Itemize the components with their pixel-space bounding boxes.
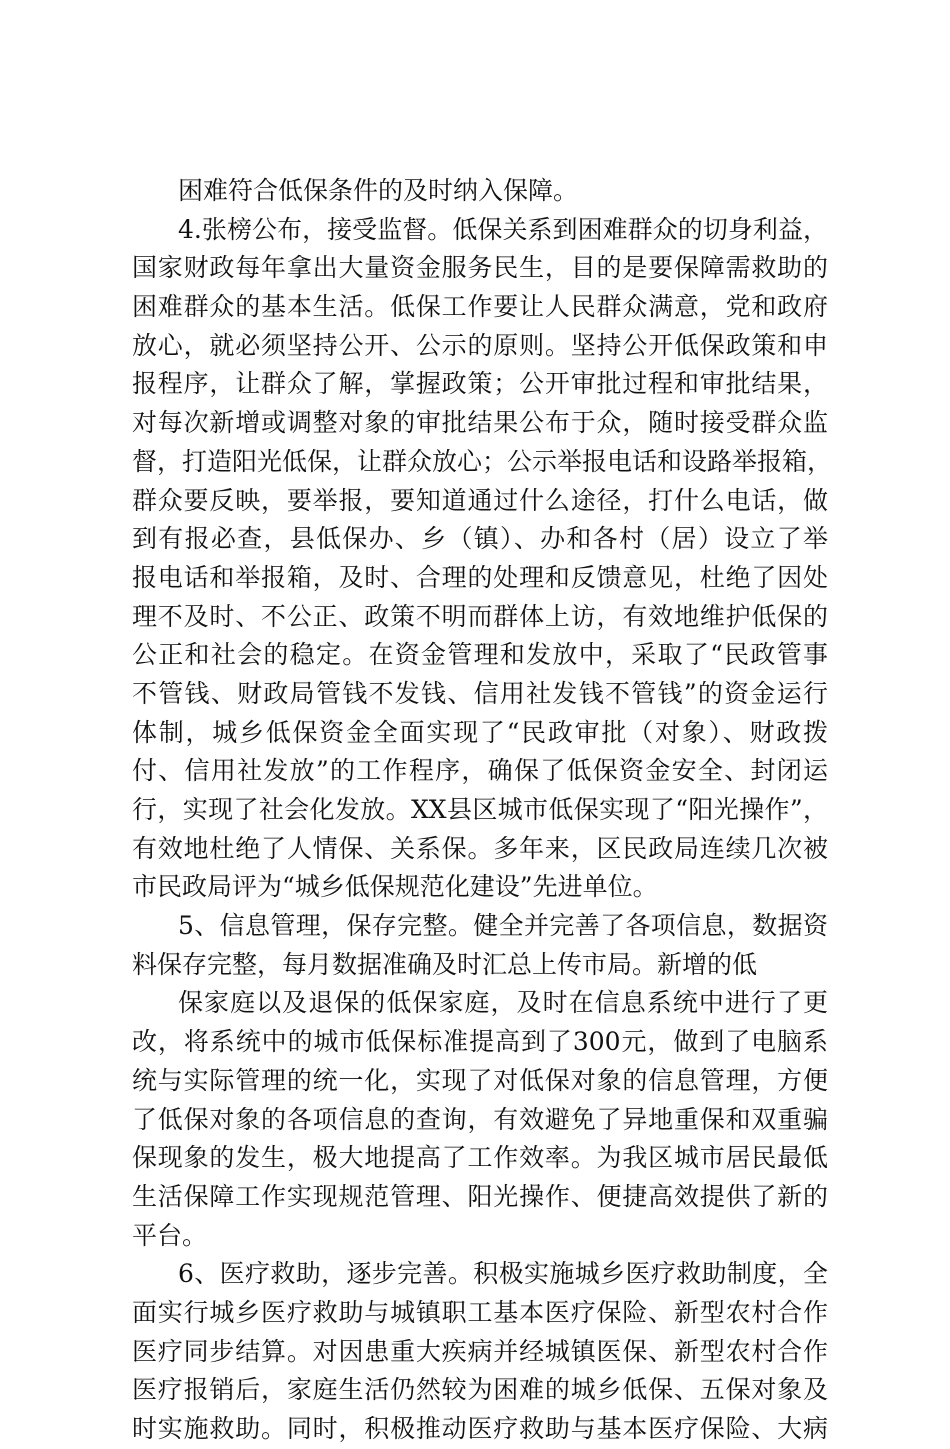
- text-line: 群众要反映，要举报，要知道通过什么途径，打什么电话，做: [132, 485, 828, 515]
- text-line: 保现象的发生，极大地提高了工作效率。为我区城市居民最低: [132, 1143, 828, 1173]
- text-line: 6、医疗救助，逐步完善。积极实施城乡医疗救助制度，全: [178, 1259, 828, 1289]
- text-line: 料保存完整，每月数据准确及时汇总上传市局。新增的低: [132, 949, 758, 979]
- text-line: 统与实际管理的统一化，实现了对低保对象的信息管理，方便: [132, 1065, 828, 1095]
- text-line: 有效地杜绝了人情保、关系保。多年来，区民政局连续几次被: [132, 833, 828, 863]
- text-line: 了低保对象的各项信息的查询，有效避免了异地重保和双重骗: [132, 1104, 828, 1134]
- text-line: 到有报必查，县低保办、乡（镇）、办和各村（居）设立了举: [132, 524, 828, 554]
- document-body: [132, 172, 833, 1449]
- text-line: 医疗报销后，家庭生活仍然较为困难的城乡低保、五保对象及: [132, 1375, 828, 1405]
- text-line: 困难符合低保条件的及时纳入保障。: [178, 176, 579, 205]
- text-line: 平台。: [132, 1220, 208, 1250]
- text-line: 不管钱、财政局管钱不发钱、信用社发钱不管钱”的资金运行: [132, 678, 828, 708]
- text-line: 理不及时、不公正、政策不明而群体上访，有效地维护低保的: [132, 601, 828, 631]
- text-line: 国家财政每年拿出大量资金服务民生，目的是要保障需救助的: [132, 253, 828, 283]
- text-line: 保家庭以及退保的低保家庭，及时在信息系统中进行了更: [178, 988, 828, 1018]
- text-line: 体制，城乡低保资金全面实现了“民政审批（对象）、财政拨: [132, 717, 828, 747]
- text-line: 改，将系统中的城市低保标准提高到了300元，做到了电脑系: [132, 1027, 828, 1057]
- text-line: 面实行城乡医疗救助与城镇职工基本医疗保险、新型农村合作: [132, 1297, 828, 1327]
- text-line: 行，实现了社会化发放。XX县区城市低保实现了“阳光操作”，: [132, 795, 828, 824]
- text-line: 督，打造阳光低保，让群众放心；公示举报电话和设路举报箱，: [132, 446, 833, 476]
- text-line: 生活保障工作实现规范管理、阳光操作、便捷高效提供了新的: [132, 1181, 828, 1211]
- text-line: 困难群众的基本生活。低保工作要让人民群众满意，党和政府: [132, 292, 828, 322]
- text-line: 公正和社会的稳定。在资金管理和发放中，采取了“民政管事: [132, 640, 828, 670]
- text-line: 4.张榜公布，接受监督。低保关系到困难群众的切身利益，: [178, 214, 828, 244]
- text-line: 时实施救助。同时，积极推动医疗救助与基本医疗保险、大病: [132, 1414, 828, 1443]
- text-line: 报程序，让群众了解，掌握政策；公开审批过程和审批结果，: [132, 369, 828, 399]
- text-line: 医疗同步结算。对因患重大疾病并经城镇医保、新型农村合作: [132, 1336, 828, 1366]
- text-line: 对每次新增或调整对象的审批结果公布于众，随时接受群众监: [132, 408, 828, 438]
- text-line: 5、信息管理，保存完整。健全并完善了各项信息，数据资: [178, 911, 828, 941]
- text-line: 报电话和举报箱，及时、合理的处理和反馈意见，杜绝了因处: [132, 562, 828, 592]
- text-line: 放心，就必须坚持公开、公示的原则。坚持公开低保政策和申: [132, 330, 828, 360]
- text-line: 付、信用社发放”的工作程序，确保了低保资金安全、封闭运: [132, 756, 828, 786]
- text-line: 市民政局评为“城乡低保规范化建设”先进单位。: [132, 872, 658, 902]
